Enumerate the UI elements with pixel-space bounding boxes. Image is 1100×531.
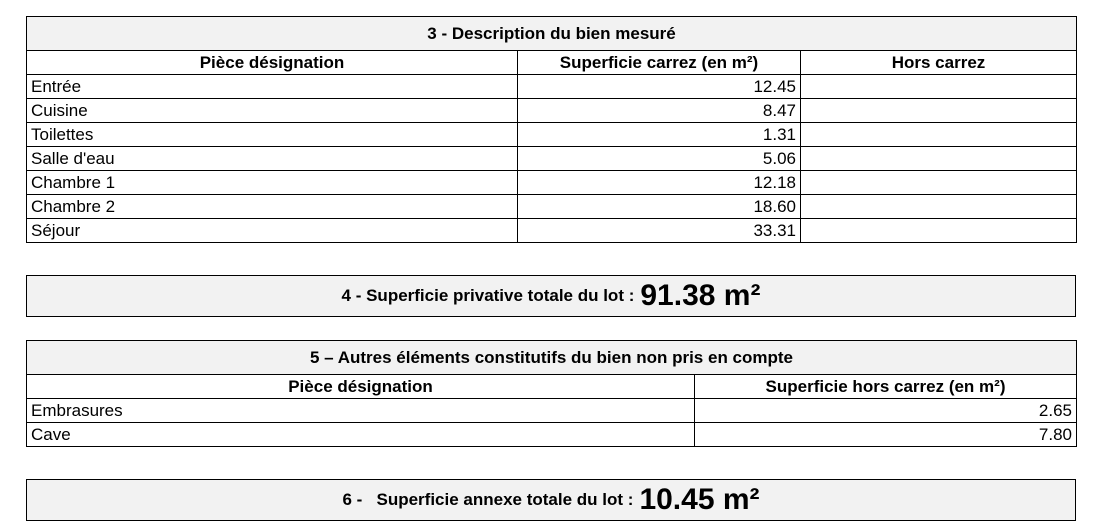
table-row (27, 219, 1077, 243)
room-carrez-value: 5.06 (518, 147, 801, 171)
element-area-value: 7.80 (695, 423, 1077, 447)
room-carrez-value: 12.18 (518, 171, 801, 195)
section-5-other-elements-table (26, 340, 1076, 447)
room-hors-carrez-value (801, 147, 1077, 171)
room-carrez-value: 33.31 (518, 219, 801, 243)
table-row (27, 423, 1077, 447)
header-superficie-carrez: Superficie carrez (en m²) (518, 51, 801, 75)
total-private-area-label: 4 - Superficie privative totale du lot : (341, 286, 635, 305)
section-4-total-private-area (26, 275, 1076, 317)
room-name: Chambre 2 (27, 195, 518, 219)
section-6-total-annex-area (26, 479, 1076, 521)
total-private-area-value: 91.38 m² (640, 279, 761, 312)
table-row (27, 195, 1077, 219)
section-5-title: 5 – Autres éléments constitutifs du bien non pris en compte (27, 341, 1077, 375)
room-name: Chambre 1 (27, 171, 518, 195)
room-name: Séjour (27, 219, 518, 243)
element-name: Embrasures (27, 399, 695, 423)
table-row (27, 123, 1077, 147)
element-name: Cave (27, 423, 695, 447)
table-row (27, 99, 1077, 123)
room-carrez-value: 8.47 (518, 99, 801, 123)
room-hors-carrez-value (801, 75, 1077, 99)
header-piece-designation: Pièce désignation (27, 51, 518, 75)
element-area-value: 2.65 (695, 399, 1077, 423)
header-piece-designation: Pièce désignation (27, 375, 695, 399)
header-hors-carrez: Hors carrez (801, 51, 1077, 75)
section-3-description-table (26, 16, 1076, 243)
total-annex-area-value: 10.45 m² (639, 483, 760, 516)
room-carrez-value: 1.31 (518, 123, 801, 147)
table-row (27, 171, 1077, 195)
table-row (27, 399, 1077, 423)
section-3-title: 3 - Description du bien mesuré (27, 17, 1077, 51)
room-name: Entrée (27, 75, 518, 99)
room-carrez-value: 12.45 (518, 75, 801, 99)
header-superficie-hors-carrez: Superficie hors carrez (en m²) (695, 375, 1077, 399)
room-name: Salle d'eau (27, 147, 518, 171)
room-hors-carrez-value (801, 99, 1077, 123)
table-row (27, 75, 1077, 99)
total-annex-area-label: 6 - Superficie annexe totale du lot : (342, 490, 634, 509)
room-hors-carrez-value (801, 123, 1077, 147)
room-hors-carrez-value (801, 219, 1077, 243)
room-name: Toilettes (27, 123, 518, 147)
room-carrez-value: 18.60 (518, 195, 801, 219)
table-row (27, 147, 1077, 171)
room-hors-carrez-value (801, 195, 1077, 219)
room-name: Cuisine (27, 99, 518, 123)
room-hors-carrez-value (801, 171, 1077, 195)
